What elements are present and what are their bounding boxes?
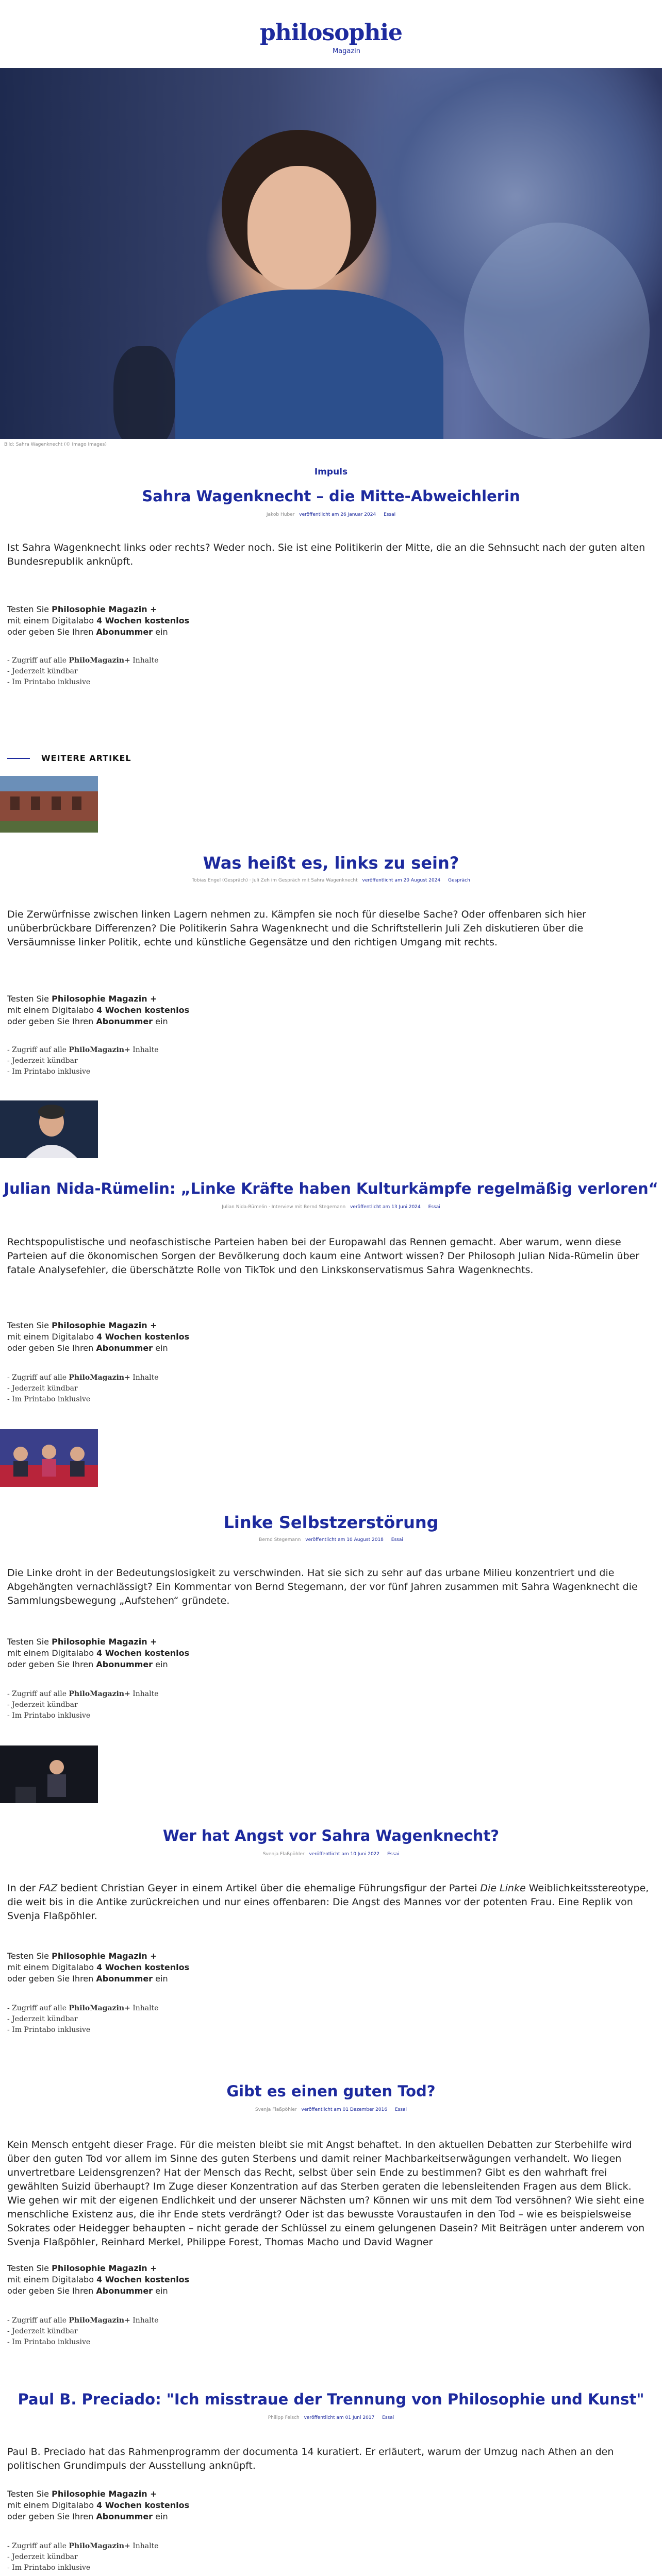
benefit-text: Inhalte — [130, 2004, 159, 2012]
article-lead — [7, 1882, 652, 1923]
meta-author[interactable]: Jakob Huber — [266, 512, 295, 517]
subscription-promo[interactable] — [7, 993, 189, 1027]
article-thumbnail[interactable] — [0, 1100, 98, 1158]
meta-author[interactable]: Bernd Stegemann — [259, 1537, 301, 1543]
promo-text: mit einem Digitalabo — [7, 1005, 97, 1015]
meta-tag[interactable]: Essai — [382, 2415, 394, 2420]
article-thumbnail[interactable] — [0, 1429, 98, 1487]
benefit-text: Inhalte — [130, 656, 159, 665]
promo-text: Testen Sie — [7, 2489, 52, 2499]
hero-foreground-blur — [113, 346, 175, 439]
meta-author[interactable]: Tobias Engel (Gespräch) · Juli Zeh im Gespräch mit Sahra Wagenknecht — [192, 878, 358, 883]
article-lead: Kein Mensch entgeht dieser Frage. Für die meisten bleibt sie mit Angst behaftet. In den aktuellen Debatten zur Sterbehilfe wird über den guten Tod vor allem im Sinne des guten Sterbens und damit reiner Machbarkeitserwägungen verhandelt. Wo liegen unvertretbare Leidensgrenzen? Hat der Mensch das Recht, selbst über sein Ende zu bestimmen? Gibt es den wahrhaft frei gewählten Suizid überhaupt? Im Zuge dieser Konzentration auf das Sterben geraten die lebensleitenden Fragen aus dem Blick. Wie gehen wir mit der eigenen Endlichkeit und der unserer Nächsten um? Können wir uns mit dem Tod versöhnen? Wie sieht eine menschliche Existenz aus, die ihr Ende stets verdrängt? Oder ist das bewusste Voraustaufen in den Tod – wie es beispielsweise Sokrates oder Heidegger behaupten – nicht gerade der Schlüssel zu einem gelungenen Dasein? Mit Beiträgen unter anderem von Svenja Flaßpöhler, Reinhard Merkel, Philippe Forest, Thomas Macho und David Wagner — [7, 2139, 645, 2248]
article-title[interactable]: Was heißt es, links zu sein? — [203, 853, 459, 873]
benefit-product: PhiloMagazin+ — [69, 2316, 130, 2325]
promo-abonummer-link[interactable]: Abonummer — [96, 1974, 153, 1984]
promo-text: ein — [153, 1974, 168, 1984]
article-meta — [0, 2415, 662, 2420]
hero-background-blur — [464, 223, 650, 439]
meta-date: veröffentlicht am 01 Juni 2017 — [304, 2415, 375, 2420]
promo-text: mit einem Digitalabo — [7, 1332, 97, 1342]
promo-benefits — [7, 1372, 159, 1405]
promo-benefits — [7, 1689, 159, 1721]
benefit-item: - Jederzeit kündbar — [7, 1384, 78, 1393]
benefit-item: - Jederzeit kündbar — [7, 2015, 78, 2023]
benefit-item: - Jederzeit kündbar — [7, 2553, 78, 2561]
benefit-product: PhiloMagazin+ — [69, 656, 130, 665]
group-photo-image-icon — [0, 1429, 98, 1487]
benefit-item: - Im Printabo inklusive — [7, 1067, 91, 1076]
article-title[interactable]: Paul B. Preciado: "Ich misstraue der Trennung von Philosophie und Kunst" — [18, 2391, 644, 2408]
meta-tag[interactable]: Essai — [384, 512, 396, 517]
hero-figure-face — [247, 166, 351, 290]
benefit-item: - Im Printabo inklusive — [7, 1711, 91, 1720]
meta-date: veröffentlicht am 20 August 2024 — [362, 878, 441, 883]
article-meta — [0, 878, 662, 883]
benefit-text: Inhalte — [130, 2316, 159, 2325]
promo-abonummer-link[interactable]: Abonummer — [96, 2512, 153, 2521]
promo-abonummer-link[interactable]: Abonummer — [96, 1343, 153, 1353]
promo-product: Philosophie Magazin + — [52, 994, 157, 1004]
promo-text: mit einem Digitalabo — [7, 616, 97, 625]
page-title: Sahra Wagenknecht – die Mitte-Abweichlerin — [142, 487, 520, 505]
promo-offer: 4 Wochen kostenlos — [96, 1005, 190, 1015]
subscription-promo[interactable] — [7, 2263, 189, 2297]
promo-abonummer-link[interactable]: Abonummer — [96, 1016, 153, 1026]
promo-offer: 4 Wochen kostenlos — [96, 1648, 190, 1658]
benefit-product: PhiloMagazin+ — [69, 2004, 130, 2012]
benefit-item: - Jederzeit kündbar — [7, 1701, 78, 1709]
promo-product: Philosophie Magazin + — [52, 1320, 157, 1330]
promo-text: oder geben Sie Ihren — [7, 1974, 96, 1984]
benefit-text: - Zugriff auf alle — [7, 2004, 69, 2012]
promo-text: ein — [153, 2286, 168, 2296]
promo-text: oder geben Sie Ihren — [7, 2286, 96, 2296]
promo-text: mit einem Digitalabo — [7, 1962, 97, 1972]
promo-text: ein — [153, 1659, 168, 1669]
article-meta — [0, 1205, 662, 1210]
article-meta — [0, 2107, 662, 2112]
benefit-text: - Zugriff auf alle — [7, 1046, 69, 1054]
promo-text: mit einem Digitalabo — [7, 2500, 97, 2510]
benefit-item: - Jederzeit kündbar — [7, 2327, 78, 2335]
lead-emphasis: FAZ — [39, 1883, 58, 1894]
subscription-promo[interactable] — [7, 1951, 189, 1985]
benefit-item: - Im Printabo inklusive — [7, 2026, 91, 2034]
promo-text: Testen Sie — [7, 1320, 52, 1330]
site-logo[interactable]: philosophie — [259, 20, 403, 46]
benefit-item: - Jederzeit kündbar — [7, 667, 78, 675]
benefit-product: PhiloMagazin+ — [69, 2542, 130, 2550]
benefit-item: - Im Printabo inklusive — [7, 678, 91, 686]
meta-author[interactable]: Julian Nida-Rümelin · Interview mit Bernd Stegemann — [222, 1205, 346, 1210]
promo-text: ein — [153, 627, 168, 637]
article-title[interactable]: Julian Nida-Rümelin: „Linke Kräfte haben Kulturkämpfe regelmäßig verloren“ — [4, 1180, 658, 1197]
benefit-product: PhiloMagazin+ — [69, 1374, 130, 1382]
meta-date: veröffentlicht am 10 August 2018 — [305, 1537, 384, 1543]
promo-product: Philosophie Magazin + — [52, 604, 157, 614]
promo-offer: 4 Wochen kostenlos — [96, 1332, 190, 1342]
article-title[interactable]: Gibt es einen guten Tod? — [226, 2082, 436, 2100]
promo-text: oder geben Sie Ihren — [7, 1659, 96, 1669]
more-articles-header — [7, 753, 655, 764]
subscription-promo[interactable] — [7, 604, 189, 638]
meta-tag[interactable]: Essai — [391, 1537, 403, 1543]
article-lead: Rechtspopulistische und neofaschistische Parteien haben bei der Europawahl das Rennen gemacht. Aber warum, wenn diese Parteien auf die ökonomischen Sorgen der Bevölkerung doch kaum eine Antwort wissen? Der Philosoph Julian Nida-Rümelin über fatale Analysefehler, die überschätzte Rolle von TikTok und den Linkskonservatismus Sahra Wagenknechts. — [7, 1236, 640, 1276]
subscription-promo[interactable] — [7, 1320, 189, 1354]
lead-text: bedient Christian Geyer in einem Artikel über die ehemalige Führungsfigur der Partei — [57, 1883, 481, 1894]
article-title[interactable]: Linke Selbstzerstörung — [223, 1513, 439, 1532]
article-thumbnail[interactable] — [0, 1745, 98, 1803]
site-header — [0, 0, 662, 68]
meta-tag[interactable]: Essai — [428, 1205, 440, 1210]
promo-abonummer-link[interactable]: Abonummer — [96, 1659, 153, 1669]
promo-benefits — [7, 2003, 159, 2036]
benefit-product: PhiloMagazin+ — [69, 1046, 130, 1054]
promo-offer: 4 Wochen kostenlos — [96, 2500, 190, 2510]
meta-tag[interactable]: Essai — [394, 2107, 407, 2112]
benefit-text: - Zugriff auf alle — [7, 1374, 69, 1382]
promo-text: oder geben Sie Ihren — [7, 627, 96, 637]
more-articles-rule — [7, 758, 30, 759]
meta-tag[interactable]: Gespräch — [448, 878, 470, 883]
subscription-promo[interactable] — [7, 2488, 189, 2522]
promo-text: oder geben Sie Ihren — [7, 1343, 96, 1353]
lead-emphasis: Die Linke — [480, 1883, 526, 1894]
meta-date: veröffentlicht am 26 Januar 2024 — [299, 512, 376, 517]
promo-product: Philosophie Magazin + — [52, 2489, 157, 2499]
promo-text: ein — [153, 2512, 168, 2521]
meta-author[interactable]: Svenja Flaßpöhler — [262, 1852, 305, 1857]
promo-offer: 4 Wochen kostenlos — [96, 1962, 190, 1972]
promo-abonummer-link[interactable]: Abonummer — [96, 2286, 153, 2296]
benefit-product: PhiloMagazin+ — [69, 1690, 130, 1698]
promo-product: Philosophie Magazin + — [52, 1637, 157, 1647]
promo-text: Testen Sie — [7, 2263, 52, 2273]
hero-image — [0, 68, 662, 439]
benefit-item: - Jederzeit kündbar — [7, 1057, 78, 1065]
meta-author[interactable]: Philipp Felsch — [268, 2415, 300, 2420]
portrait-image-icon — [0, 1100, 98, 1158]
promo-text: mit einem Digitalabo — [7, 2275, 97, 2284]
promo-text: ein — [153, 1343, 168, 1353]
speaker-photo-image-icon — [0, 1745, 98, 1803]
lead-text: Weiblichkeitsstereotype, die weit bis in die Antike zurückreichen und nur eines offenbaren: Die Angst des Mannes vor der potenten Frau. Eine Replik von Svenja Flaßpöhler. — [7, 1883, 649, 1922]
promo-product: Philosophie Magazin + — [52, 2263, 157, 2273]
benefit-text: Inhalte — [130, 2542, 159, 2550]
meta-tag[interactable]: Essai — [387, 1852, 400, 1857]
promo-abonummer-link[interactable]: Abonummer — [96, 627, 153, 637]
article-lead: Paul B. Preciado hat das Rahmenprogramm der documenta 14 kuratiert. Er erläutert, warum der Umzug nach Athen an den politischen Grundimpuls der Ausstellung anknüpft. — [7, 2446, 614, 2471]
promo-offer: 4 Wochen kostenlos — [96, 616, 190, 625]
benefit-text: - Zugriff auf alle — [7, 1690, 69, 1698]
benefit-item: - Im Printabo inklusive — [7, 2338, 91, 2346]
benefit-text: Inhalte — [130, 1690, 159, 1698]
site-logo-sub: Magazin — [332, 47, 361, 55]
promo-benefits — [7, 655, 159, 688]
article-thumbnail[interactable] — [0, 776, 98, 833]
promo-text: Testen Sie — [7, 1951, 52, 1961]
meta-date: veröffentlicht am 10 Juni 2022 — [309, 1852, 380, 1857]
subscription-promo[interactable] — [7, 1636, 189, 1670]
section-label[interactable]: Impuls — [314, 467, 348, 477]
benefit-text: - Zugriff auf alle — [7, 2316, 69, 2325]
hero-figure-body — [175, 290, 443, 439]
promo-text: Testen Sie — [7, 604, 52, 614]
promo-text: oder geben Sie Ihren — [7, 1016, 96, 1026]
article-meta — [0, 1852, 662, 1857]
benefit-item: - Im Printabo inklusive — [7, 2564, 91, 2572]
article-lead: Die Linke droht in der Bedeutungslosigkeit zu verschwinden. Hat sie sich zu sehr auf das urbane Milieu konzentriert und die Abgehängten vernachlässigt? Ein Kommentar von Bernd Stegemann, der vor fünf Jahren zusammen mit Sahra Wagenknecht die Sammlungsbewegung „Aufstehen“ gründete. — [7, 1567, 638, 1606]
benefit-text: - Zugriff auf alle — [7, 656, 69, 665]
promo-product: Philosophie Magazin + — [52, 1951, 157, 1961]
benefit-text: Inhalte — [130, 1374, 159, 1382]
more-articles-label: WEITERE ARTIKEL — [41, 753, 131, 763]
promo-benefits — [7, 2541, 159, 2573]
promo-text: mit einem Digitalabo — [7, 1648, 97, 1658]
promo-offer: 4 Wochen kostenlos — [96, 2275, 190, 2284]
promo-benefits — [7, 2315, 159, 2348]
article-title[interactable]: Wer hat Angst vor Sahra Wagenknecht? — [162, 1827, 500, 1844]
meta-date: veröffentlicht am 13 Juni 2024 — [350, 1205, 421, 1210]
lead-text: In der — [7, 1883, 39, 1894]
promo-benefits — [7, 1045, 159, 1077]
benefit-text: - Zugriff auf alle — [7, 2542, 69, 2550]
promo-text: Testen Sie — [7, 994, 52, 1004]
benefit-item: - Im Printabo inklusive — [7, 1395, 91, 1403]
meta-date: veröffentlicht am 01 Dezember 2016 — [301, 2107, 388, 2112]
article-meta — [0, 512, 662, 517]
article-lead: Ist Sahra Wagenknecht links oder rechts? Weder noch. Sie ist eine Politikerin der Mitte, die an die Sehnsucht nach der guten alten Bundesrepublik anknüpft. — [7, 542, 646, 567]
article-lead: Die Zerwürfnisse zwischen linken Lagern nehmen zu. Kämpfen sie noch für dieselbe Sache? Oder offenbaren sich hier unüberbrückbare Differenzen? Die Politikerin Sahra Wagenknecht und die Schriftstellerin Juli Zeh diskutieren über die Versäumnisse linker Politik, echte und künstliche Gegensätze und den richtigen Umgang mit rechts. — [7, 909, 586, 948]
promo-text: ein — [153, 1016, 168, 1026]
hero-caption: Bild: Sahra Wagenknecht (© Imago Images) — [4, 442, 107, 447]
article-meta — [0, 1537, 662, 1543]
benefit-text: Inhalte — [130, 1046, 159, 1054]
promo-text: Testen Sie — [7, 1637, 52, 1647]
meta-author[interactable]: Svenja Flaßpöhler — [255, 2107, 297, 2112]
promo-text: oder geben Sie Ihren — [7, 2512, 96, 2521]
building-image-icon — [0, 776, 98, 833]
